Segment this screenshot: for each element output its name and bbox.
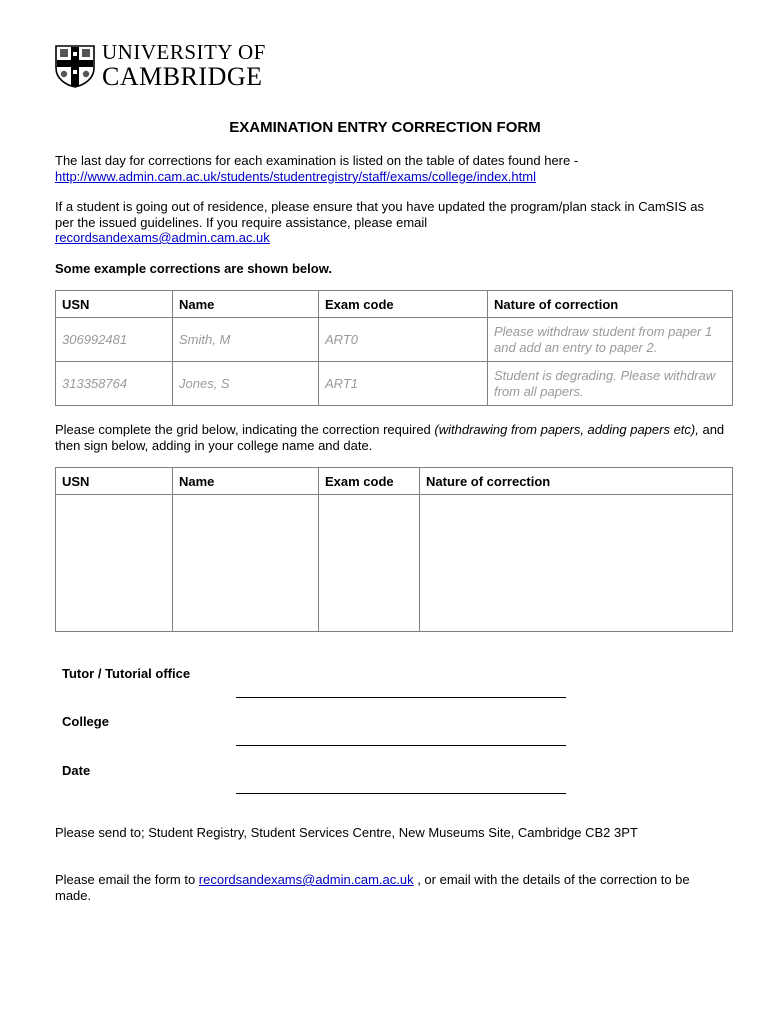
college-label: College (62, 714, 109, 729)
instructions-text-2: and then sign below, adding in your college name and date. (55, 422, 725, 453)
instructions-text-1: Please complete the grid below, indicating the correction required (55, 422, 435, 437)
university-crest-icon (54, 44, 96, 88)
cell-nature: Student is degrading. Please withdraw from all papers. (488, 362, 733, 406)
entry-exam-code-cell[interactable] (319, 495, 420, 632)
header-name: Name (173, 468, 319, 495)
table-row (56, 362, 733, 406)
email-footer-paragraph (55, 872, 725, 903)
instructions-paragraph (55, 422, 725, 453)
cell-nature: Please withdraw student from paper 1 and add an entry to paper 2. (488, 318, 733, 362)
header-exam-code: Exam code (319, 291, 488, 318)
entry-usn-cell[interactable] (56, 495, 173, 632)
table-row (56, 495, 733, 632)
intro-text: The last day for corrections for each examination is listed on the table of dates found here - (55, 153, 579, 168)
university-logo (54, 42, 266, 90)
entry-corrections-table (55, 467, 733, 632)
date-signature-line[interactable] (236, 793, 566, 794)
cell-exam-code: ART1 (319, 362, 488, 406)
residence-paragraph (55, 199, 725, 246)
cell-usn: 313358764 (56, 362, 173, 406)
tutor-signature-line[interactable] (236, 697, 566, 698)
table-header-row (56, 291, 733, 318)
example-corrections-table (55, 290, 733, 406)
header-usn: USN (56, 468, 173, 495)
examples-heading: Some example corrections are shown below. (55, 261, 332, 276)
entry-nature-cell[interactable] (420, 495, 733, 632)
dates-link[interactable]: http://www.admin.cam.ac.uk/students/studentregistry/staff/exams/college/index.html (55, 168, 536, 184)
table-header-row (56, 468, 733, 495)
records-email-link[interactable]: recordsandexams@admin.cam.ac.uk (55, 230, 270, 245)
residence-text: If a student is going out of residence, please ensure that you have updated the program/plan stack in CamSIS as per the issued guidelines. If you require assistance, please email (55, 199, 704, 230)
cell-name: Jones, S (173, 362, 319, 406)
email-footer-text-2: , or email with the details of the correction to be made. (55, 872, 690, 903)
page-title: EXAMINATION ENTRY CORRECTION FORM (229, 119, 541, 136)
email-footer-text-1: Please email the form to (55, 872, 199, 887)
cell-exam-code: ART0 (319, 318, 488, 362)
cell-name: Smith, M (173, 318, 319, 362)
date-label: Date (62, 763, 91, 778)
header-nature: Nature of correction (420, 468, 733, 495)
header-usn: USN (56, 291, 173, 318)
header-nature: Nature of correction (488, 291, 733, 318)
tutor-label: Tutor / Tutorial office (62, 666, 191, 681)
header-exam-code: Exam code (319, 468, 420, 495)
table-row (56, 318, 733, 362)
instructions-italic: (withdrawing from papers, adding papers etc), (434, 422, 699, 437)
logo-line-1: UNIVERSITY OF (102, 40, 266, 64)
entry-name-cell[interactable] (173, 495, 319, 632)
footer-email-link[interactable]: recordsandexams@admin.cam.ac.uk (198, 872, 414, 887)
cell-usn: 306992481 (56, 318, 173, 362)
send-to-paragraph: Please send to; Student Registry, Student Services Centre, New Museums Site, Cambridge CB2 3PT (55, 825, 638, 840)
intro-paragraph (55, 153, 725, 184)
logo-line-2: CAMBRIDGE (102, 62, 263, 91)
header-name: Name (173, 291, 319, 318)
college-signature-line[interactable] (236, 745, 566, 746)
